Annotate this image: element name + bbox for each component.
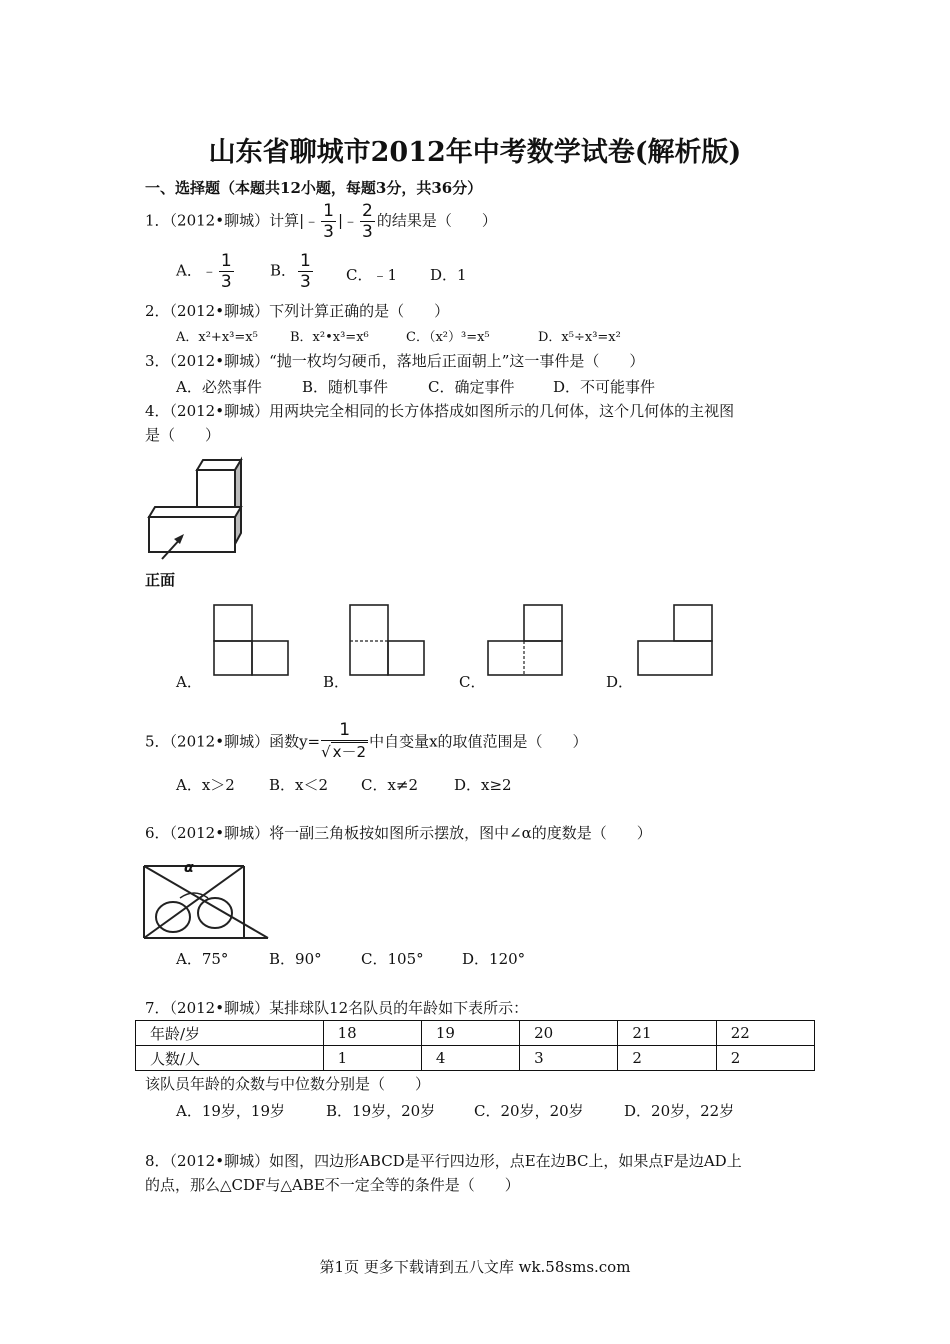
q5-fraction: $\frac{1}{√ x-2}$ bbox=[321, 720, 367, 761]
q2-option-d: D．x⁵÷x³=x² bbox=[538, 330, 621, 345]
q1-fraction-2: $\frac{2}{3}$ bbox=[362, 201, 373, 242]
q4-option-b: B． bbox=[323, 673, 350, 691]
table-cell: 21 bbox=[618, 1021, 716, 1046]
q1-option-c: C．﹣1 bbox=[346, 266, 398, 284]
q1-option-d: D．1 bbox=[430, 266, 467, 284]
q6-option-a: A．75° bbox=[176, 950, 229, 968]
page-title: 山东省聊城市2012年中考数学试卷(解析版) bbox=[208, 137, 742, 168]
q3-option-c: C．确定事件 bbox=[428, 378, 515, 396]
table-cell: 3 bbox=[520, 1046, 618, 1071]
q2-option-b: B．x²•x³=x⁶ bbox=[290, 330, 369, 345]
q3-option-a: A．必然事件 bbox=[176, 378, 262, 396]
table-cell: 人数/人 bbox=[136, 1046, 324, 1071]
q2-option-a: A．x²+x³=x⁵ bbox=[176, 330, 258, 345]
q2-option-c: C．（x²）³=x⁵ bbox=[406, 330, 490, 345]
q1-suffix: 的结果是（ ） bbox=[376, 211, 497, 230]
table-row bbox=[136, 1046, 815, 1071]
question-1 bbox=[145, 202, 497, 241]
q4-option-a-figure bbox=[210, 603, 292, 678]
q6-alpha-label: α bbox=[184, 860, 194, 876]
table-cell: 18 bbox=[323, 1021, 421, 1046]
q3-option-b: B．随机事件 bbox=[302, 378, 389, 396]
q1-option-b: B． $\frac{1}{3}$ bbox=[270, 251, 311, 292]
table-row bbox=[136, 1021, 815, 1046]
q1-prefix: 1．（2012•聊城）计算|﹣ bbox=[145, 211, 320, 230]
q3-option-d: D．不可能事件 bbox=[553, 378, 656, 396]
q7-option-b: B．19岁，20岁 bbox=[326, 1102, 436, 1120]
q7-option-d: D．20岁，22岁 bbox=[624, 1102, 735, 1120]
table-cell: 2 bbox=[716, 1046, 814, 1071]
q1-mid: |﹣ bbox=[337, 211, 359, 230]
q4-option-d: D． bbox=[606, 673, 634, 691]
q6-option-b: B．90° bbox=[269, 950, 322, 968]
q7-option-c: C．20岁，20岁 bbox=[474, 1102, 584, 1120]
q4-option-d-figure bbox=[634, 603, 716, 678]
q4-option-c: C． bbox=[459, 673, 486, 691]
table-cell: 19 bbox=[421, 1021, 519, 1046]
table-cell: 1 bbox=[323, 1046, 421, 1071]
q4-option-c-figure bbox=[484, 603, 566, 678]
question-7-part-2: 该队员年龄的众数与中位数分别是（ ） bbox=[145, 1075, 431, 1093]
question-4-line-2: 是（ ） bbox=[145, 426, 221, 444]
q6-triangles-figure bbox=[140, 858, 275, 943]
q6-option-d: D．120° bbox=[462, 950, 526, 968]
q5-option-a: A．x＞2 bbox=[176, 776, 235, 794]
q5-option-d: D．x≥2 bbox=[454, 776, 512, 794]
question-5: 5．（2012•聊城）函数y= $\frac{1}{√ x-2}$ 中自变量x的取值范围是（ ） bbox=[145, 720, 588, 761]
age-table bbox=[135, 1020, 815, 1071]
q6-option-c: C．105° bbox=[361, 950, 424, 968]
table-cell: 4 bbox=[421, 1046, 519, 1071]
question-8-line-2: 的点，那么△CDF与△ABE不一定全等的条件是（ ） bbox=[145, 1176, 520, 1194]
question-2: 2．（2012•聊城）下列计算正确的是（ ） bbox=[145, 302, 450, 320]
q5-option-c: C．x≠2 bbox=[361, 776, 419, 794]
q1-option-a: A．﹣ $\frac{1}{3}$ bbox=[176, 251, 232, 292]
q7-option-a: A．19岁，19岁 bbox=[176, 1102, 286, 1120]
q5-option-b: B．x＜2 bbox=[269, 776, 329, 794]
table-cell: 20 bbox=[520, 1021, 618, 1046]
q4-front-label: 正面 bbox=[145, 571, 176, 589]
q1-fraction-1: $\frac{1}{3}$ bbox=[323, 201, 334, 242]
question-3: 3．（2012•聊城）“抛一枚均匀硬币，落地后正面朝上”这一事件是（ ） bbox=[145, 352, 645, 370]
q4-option-b-figure bbox=[346, 603, 428, 678]
table-cell: 2 bbox=[618, 1046, 716, 1071]
page-footer: 第1页 更多下载请到五八文库 wk.58sms.com bbox=[319, 1258, 631, 1276]
question-6: 6．（2012•聊城）将一副三角板按如图所示摆放，图中∠α的度数是（ ） bbox=[145, 824, 652, 842]
question-7: 7．（2012•聊城）某排球队12名队员的年龄如下表所示： bbox=[145, 999, 529, 1017]
q4-solid-figure bbox=[140, 455, 260, 560]
table-cell: 22 bbox=[716, 1021, 814, 1046]
section-heading: 一、选择题（本题共12小题，每题3分，共36分） bbox=[145, 179, 483, 197]
question-8-line-1: 8．（2012•聊城）如图，四边形ABCD是平行四边形，点E在边BC上，如果点F是边AD上 bbox=[145, 1152, 742, 1170]
q4-option-a: A． bbox=[176, 673, 202, 691]
table-cell: 年龄/岁 bbox=[136, 1021, 324, 1046]
question-4-line-1: 4．（2012•聊城）用两块完全相同的长方体搭成如图所示的几何体，这个几何体的主视图 bbox=[145, 402, 735, 420]
